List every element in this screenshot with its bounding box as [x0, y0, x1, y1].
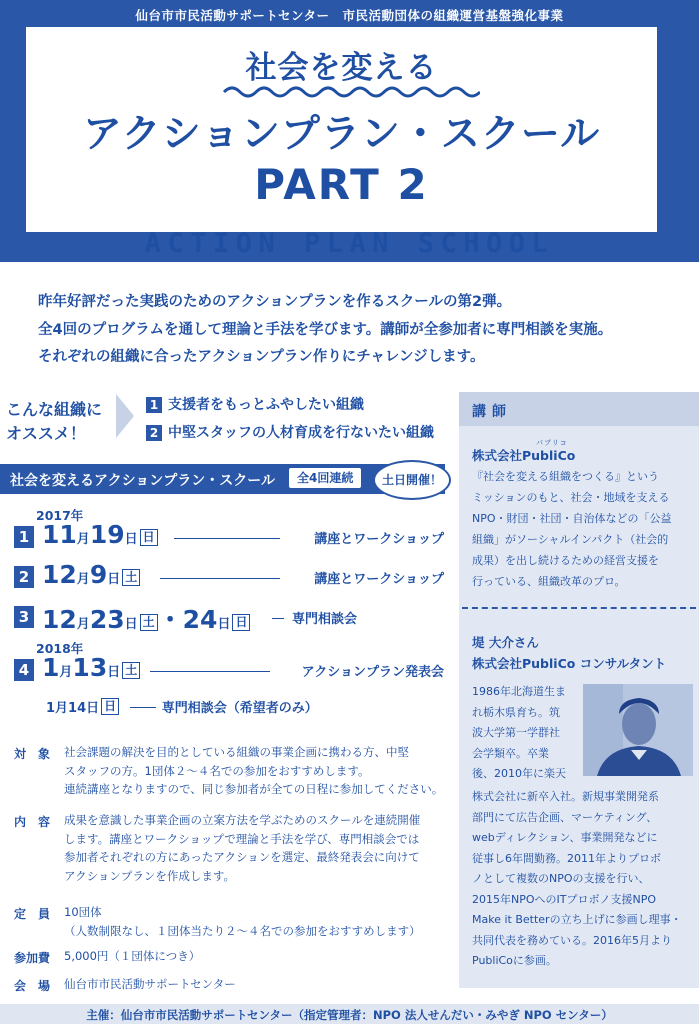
session-leader-line	[272, 618, 284, 619]
weekday-box: 土	[122, 569, 140, 586]
weekday-box: 日	[140, 529, 158, 546]
extra-date: 1月14日	[46, 701, 100, 716]
title-line-1: 社会を変える	[245, 50, 438, 86]
session-leader-line	[160, 578, 280, 579]
company-description: 『社会を変える組織をつくる』という ミッションのもと、社会・地域を支える NPO・財団・社団・自治体などの「公益 組織」がソーシャルインパクト（社会的 成果）を出し続けるための経営支援を 行っている、組織改革のプロ。	[472, 470, 672, 588]
detail-text-content: 成果を意識した事業企画の立案方法を学ぶためのスクールを連続開催 します。講座とワークショップで理論と手法を学び、専門相談会では 参加者それぞれの方にあったアクションを選定、最終発表会に向けて アクションプランを作成します。	[64, 813, 421, 883]
lecturer-bio-long: 株式会社に新卒入社。新規事業開発系 部門にて広告企画、マーケティング、 webディレクション、事業開発などに 従事し6年間勤務。2011年よりプロボ ノとして複数のNPOの支援を行い、 2015年NPOへのITプロボノ支援NPO Make it Betterの立ち上げに参画し理事・ 共同代表を務めている。2016年5月より PubliCoに参画。	[472, 790, 682, 967]
session-row	[14, 604, 444, 632]
lecturer-role: 株式会社PubliCo コンサルタント	[472, 656, 667, 671]
footer-organizer: 主催：仙台市市民活動サポートセンター（指定管理者：NPO 法人せんだい・みやぎ NPO センター）	[86, 1008, 613, 1022]
extra-session	[46, 697, 318, 716]
weekday-box: 日	[232, 614, 250, 631]
weekend-badge: 土日開催！	[373, 460, 451, 500]
recommend-text: 支援者をもっとふやしたい組織	[168, 397, 364, 413]
session-leader-line	[174, 538, 280, 539]
intro-line-1: 昨年好評だった実践のためのアクションプランを作るスクールの第2弾。	[38, 294, 512, 310]
recommend-heading-2: オススメ！	[6, 424, 86, 443]
detail-label-venue: 会 場	[14, 979, 51, 993]
detail-label-target: 対 象	[14, 747, 51, 761]
weekday-box: 日	[101, 698, 119, 715]
weekday-box: 土	[122, 662, 140, 679]
portrait-icon	[583, 684, 693, 776]
company-name: 株式会社PubliCo	[472, 448, 576, 463]
lecturer-name: 堤 大介さん	[472, 635, 539, 650]
recommend-item	[146, 422, 434, 442]
session-number: 2	[14, 566, 34, 588]
panel-divider	[462, 607, 696, 609]
session-date: 1月13日 土	[42, 653, 140, 682]
detail-text-capacity: 10団体 （人数制限なし、１団体当たり２～４名での参加をおすすめします）	[64, 905, 421, 938]
session-row	[14, 520, 444, 552]
english-title: ACTION PLAN SCHOOL	[144, 228, 555, 259]
session-label: 専門相談会	[292, 612, 358, 627]
title-line-3: PART 2	[254, 160, 429, 209]
year-2017: 2017年	[36, 508, 84, 523]
detail-label-content: 内 容	[14, 815, 51, 829]
recommend-text: 中堅スタッフの人材育成を行ないたい組織	[168, 425, 434, 441]
weekday-box: 土	[140, 614, 158, 631]
chevron-right-icon	[114, 392, 136, 440]
series-badge: 全4回連続	[289, 468, 361, 488]
intro-line-3: それぞれの組織に合ったアクションプラン作りにチャレンジします。	[38, 349, 485, 365]
wave-decoration-icon	[222, 84, 480, 100]
recommend-item	[146, 394, 364, 414]
detail-text-target: 社会課題の解決を目的としている組織の事業企画に携わる方、中堅 スタッフの方。1団体２～４名での参加をおすすめします。 連続講座となりますので、同じ参加者が全ての日程に参加してください。	[64, 745, 444, 796]
schedule-title: 社会を変えるアクションプラン・スクール	[10, 473, 276, 489]
intro-line-2: 全4回のプログラムを通して理論と手法を学びます。講師が全参加者に専門相談を実施。	[38, 322, 613, 338]
session-number: 1	[14, 526, 34, 548]
extra-leader-line	[130, 707, 156, 708]
detail-label-capacity: 定 員	[14, 907, 51, 921]
detail-label-fee: 参加費	[14, 951, 51, 965]
lecturer-title: 講師	[472, 404, 512, 420]
extra-label: 専門相談会（希望者のみ）	[161, 701, 318, 716]
session-row	[14, 560, 444, 592]
lecturer-photo	[583, 684, 693, 776]
recommend-num: 2	[146, 425, 162, 441]
recommend-num: 1	[146, 397, 162, 413]
recommend-heading-1: こんな組織に	[6, 400, 103, 419]
session-date: 12月9日 土	[42, 560, 140, 589]
title-line-2: アクションプラン・スクール	[82, 112, 601, 157]
session-label: 講座とワークショップ	[314, 532, 444, 547]
company-ruby: パブリコ	[536, 439, 568, 447]
detail-text-venue: 仙台市市民活動サポートセンター	[64, 977, 236, 991]
session-leader-line	[150, 671, 270, 672]
session-label: 講座とワークショップ	[314, 572, 444, 587]
recommend-heading	[6, 398, 102, 446]
lecturer-bio-short: 1986年北海道生ま れ栃木県育ち。筑 波大学第一学群社 会学類卒。卒業 後、2010年に楽天	[472, 685, 566, 780]
detail-text-fee: 5,000円（１団体につき）	[64, 949, 201, 963]
session-date: 11月19日 日	[42, 520, 158, 549]
year-2018: 2018年	[36, 641, 84, 656]
session-date: 12月23日 土 ・24日 日	[42, 600, 250, 636]
session-label: アクションプラン発表会	[301, 665, 444, 680]
session-number: 3	[14, 606, 34, 628]
organizer-line: 仙台市市民活動サポートセンター 市民活動団体の組織運営基盤強化事業	[135, 8, 564, 23]
session-number: 4	[14, 659, 34, 681]
session-row	[14, 653, 444, 685]
